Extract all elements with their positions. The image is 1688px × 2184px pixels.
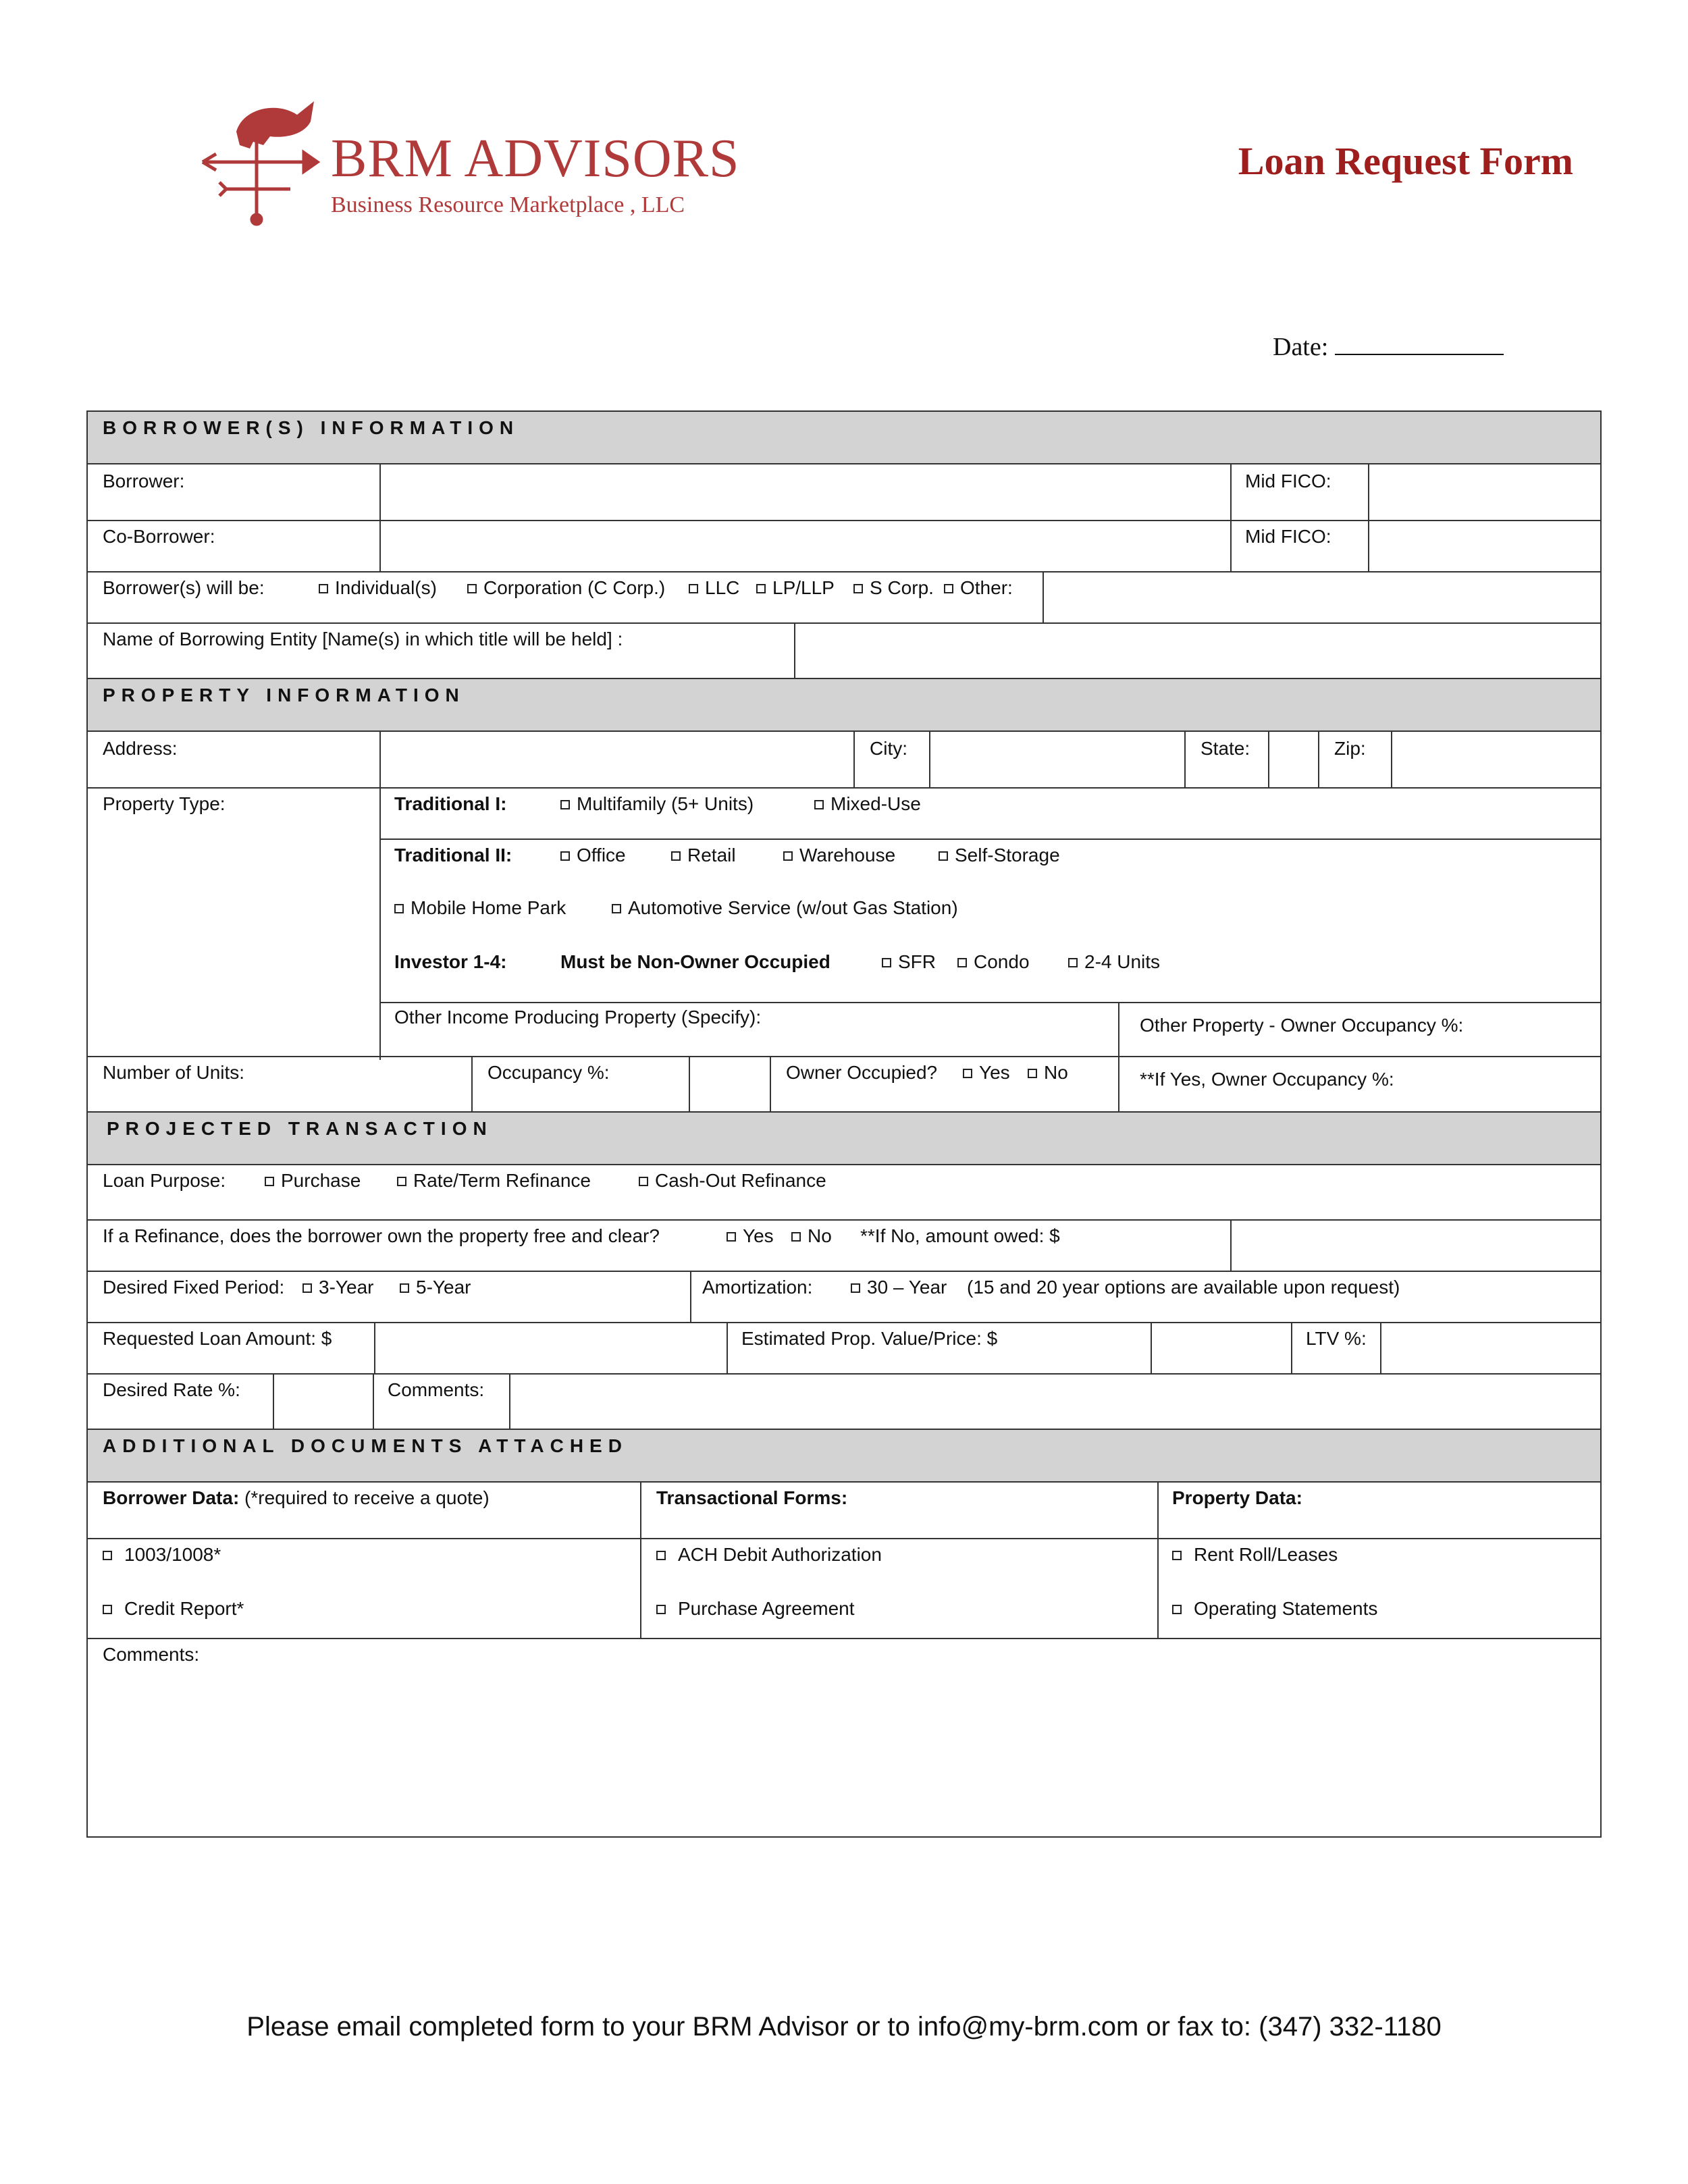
borrower-data-heading: Borrower Data: (*required to receive a quote) xyxy=(103,1487,490,1508)
est-value-input[interactable] xyxy=(1152,1323,1291,1373)
checkbox-icon xyxy=(560,851,570,861)
option-mobile-home-park[interactable]: Mobile Home Park xyxy=(394,897,566,920)
mid-fico-label: Mid FICO: xyxy=(1245,471,1331,491)
option-2-4-units[interactable]: 2-4 Units xyxy=(1068,951,1160,974)
checkbox-icon xyxy=(944,584,953,593)
option-sfr[interactable]: SFR xyxy=(882,951,936,974)
option-condo[interactable]: Condo xyxy=(957,951,1030,974)
zip-label: Zip: xyxy=(1334,738,1366,759)
coborrower-mid-fico-label: Mid FICO: xyxy=(1245,526,1331,547)
entity-option-llc[interactable]: LLC xyxy=(689,577,739,600)
property-type-label: Property Type: xyxy=(103,793,226,814)
entity-option-lp-llp[interactable]: LP/LLP xyxy=(756,577,835,600)
checkbox-icon xyxy=(319,584,328,593)
checkbox-icon xyxy=(1172,1605,1182,1614)
weathervane-bull-icon xyxy=(196,95,331,230)
checkbox-icon xyxy=(963,1069,972,1078)
refi-question: If a Refinance, does the borrower own the property free and clear? xyxy=(103,1225,660,1246)
investor-note: Must be Non-Owner Occupied xyxy=(560,951,830,972)
entity-option-s-corp[interactable]: S Corp. xyxy=(853,577,934,600)
units-label: Number of Units: xyxy=(103,1062,245,1083)
entity-option-corporation[interactable]: Corporation (C Corp.) xyxy=(467,577,665,600)
brand-name: BRM ADVISORS xyxy=(331,129,740,188)
checkbox-icon xyxy=(467,584,477,593)
checkbox-icon xyxy=(671,851,681,861)
section-header-documents: ADDITIONAL DOCUMENTS ATTACHED xyxy=(88,1429,1600,1483)
property-data-heading: Property Data: xyxy=(1172,1487,1302,1508)
checkbox-icon xyxy=(689,584,698,593)
checkbox-icon xyxy=(612,904,621,913)
doc-purchase-agreement[interactable]: Purchase Agreement xyxy=(656,1597,855,1620)
investor-label: Investor 1-4: xyxy=(394,951,507,972)
loan-purpose-label: Loan Purpose: xyxy=(103,1170,226,1191)
traditional-2-label: Traditional II: xyxy=(394,845,512,865)
loan-request-form xyxy=(86,410,1602,1838)
borrower-will-be-label: Borrower(s) will be: xyxy=(103,577,265,598)
checkbox-icon xyxy=(851,1283,860,1293)
borrower-input[interactable] xyxy=(381,466,1317,520)
amortization-label: Amortization: xyxy=(702,1277,813,1298)
transactional-forms-heading: Transactional Forms: xyxy=(656,1487,848,1508)
option-multifamily[interactable]: Multifamily (5+ Units) xyxy=(560,793,754,816)
city-input[interactable] xyxy=(930,733,1183,787)
checkbox-icon xyxy=(397,1177,406,1186)
checkbox-icon xyxy=(756,584,766,593)
checkbox-icon xyxy=(791,1232,801,1242)
checkbox-icon xyxy=(302,1283,312,1293)
zip-input[interactable] xyxy=(1392,733,1602,787)
desired-rate-label: Desired Rate %: xyxy=(103,1379,240,1400)
est-value-label: Estimated Prop. Value/Price: $ xyxy=(741,1328,998,1349)
checkbox-icon xyxy=(103,1605,112,1614)
checkbox-icon xyxy=(783,851,793,861)
footer-instructions: Please email completed form to your BRM Advisor or to info@my-brm.com or fax to: (347) 332-1180 xyxy=(246,2012,1442,2042)
transaction-comments-input[interactable] xyxy=(510,1375,1602,1429)
checkbox-icon xyxy=(1068,958,1078,967)
owner-occupied-yes[interactable]: Yes xyxy=(963,1061,1010,1084)
option-office[interactable]: Office xyxy=(560,844,626,867)
traditional-1-label: Traditional I: xyxy=(394,793,507,814)
address-label: Address: xyxy=(103,738,178,759)
doc-1003-1008[interactable]: 1003/1008* xyxy=(103,1543,221,1566)
checkbox-icon xyxy=(639,1177,648,1186)
owner-occupied-label: Owner Occupied? xyxy=(786,1062,938,1083)
occupancy-input[interactable] xyxy=(690,1057,770,1111)
form-title: Loan Request Form xyxy=(1238,139,1573,183)
checkbox-icon xyxy=(400,1283,409,1293)
checkbox-icon xyxy=(265,1177,274,1186)
entity-name-input[interactable] xyxy=(795,624,1602,678)
checkbox-icon xyxy=(656,1605,666,1614)
option-retail[interactable]: Retail xyxy=(671,844,736,867)
desired-rate-input[interactable] xyxy=(274,1375,373,1429)
coborrower-label: Co-Borrower: xyxy=(103,526,215,547)
option-self-storage[interactable]: Self-Storage xyxy=(939,844,1060,867)
other-property-label: Other Property - Owner Occupancy %: xyxy=(1140,1015,1464,1036)
documents-comments-input[interactable] xyxy=(89,1672,1599,1834)
address-input[interactable] xyxy=(381,733,852,787)
loan-amount-label: Requested Loan Amount: $ xyxy=(103,1328,332,1349)
checkbox-icon xyxy=(882,958,891,967)
amortization-note: (15 and 20 year options are available upon request) xyxy=(967,1277,1400,1298)
checkbox-icon xyxy=(853,584,863,593)
checkbox-icon xyxy=(1172,1551,1182,1560)
entity-other-input[interactable] xyxy=(1044,572,1602,622)
date-field[interactable] xyxy=(1273,332,1504,362)
entity-option-individual[interactable]: Individual(s) xyxy=(319,577,437,600)
checkbox-icon xyxy=(103,1551,112,1560)
documents-comments-label: Comments: xyxy=(103,1644,200,1665)
fixed-period-label: Desired Fixed Period: xyxy=(103,1277,285,1298)
state-input[interactable] xyxy=(1269,733,1317,787)
borrower-label: Borrower: xyxy=(103,471,185,491)
brand-logo xyxy=(196,95,740,230)
date-input-line[interactable] xyxy=(1335,334,1504,355)
doc-operating-statements[interactable]: Operating Statements xyxy=(1172,1597,1377,1620)
other-income-input[interactable] xyxy=(381,1033,1117,1056)
state-label: State: xyxy=(1201,738,1250,759)
coborrower-mid-fico-input[interactable] xyxy=(1369,521,1602,571)
entity-option-other[interactable]: Other: xyxy=(944,577,1013,600)
refi-owed-input[interactable] xyxy=(1232,1221,1602,1271)
coborrower-input[interactable] xyxy=(381,521,1229,571)
doc-credit-report[interactable]: Credit Report* xyxy=(103,1597,244,1620)
checkbox-icon xyxy=(1028,1069,1037,1078)
doc-rent-roll[interactable]: Rent Roll/Leases xyxy=(1172,1543,1338,1566)
purpose-option-rate-term[interactable]: Rate/Term Refinance xyxy=(397,1169,591,1192)
section-header-property: PROPERTY INFORMATION xyxy=(88,678,1600,732)
refi-owed-label: **If No, amount owed: $ xyxy=(860,1225,1060,1246)
refi-option-no[interactable]: No xyxy=(791,1225,832,1248)
checkbox-icon xyxy=(560,800,570,809)
option-warehouse[interactable]: Warehouse xyxy=(783,844,895,867)
purpose-option-purchase[interactable]: Purchase xyxy=(265,1169,361,1192)
if-yes-occupancy-label: **If Yes, Owner Occupancy %: xyxy=(1140,1069,1394,1090)
ltv-label: LTV %: xyxy=(1306,1328,1367,1349)
fixed-option-3-year[interactable]: 3-Year xyxy=(302,1276,373,1299)
units-input[interactable] xyxy=(381,1057,471,1111)
transaction-comments-label: Comments: xyxy=(388,1379,485,1400)
checkbox-icon xyxy=(394,904,404,913)
brand-subtitle: Business Resource Marketplace , LLC xyxy=(331,192,685,217)
entity-name-label: Name of Borrowing Entity [Name(s) in which title will be held] : xyxy=(103,629,623,649)
city-label: City: xyxy=(870,738,907,759)
option-automotive-service[interactable]: Automotive Service (w/out Gas Station) xyxy=(612,897,958,920)
occupancy-label: Occupancy %: xyxy=(487,1062,610,1083)
date-label: Date: xyxy=(1273,333,1329,361)
ltv-input[interactable] xyxy=(1381,1323,1602,1373)
loan-amount-input[interactable] xyxy=(375,1323,727,1373)
purpose-option-cash-out[interactable]: Cash-Out Refinance xyxy=(639,1169,826,1192)
checkbox-icon xyxy=(656,1551,666,1560)
checkbox-icon xyxy=(727,1232,736,1242)
checkbox-icon xyxy=(939,851,948,861)
doc-ach-debit[interactable]: ACH Debit Authorization xyxy=(656,1543,882,1566)
other-income-label: Other Income Producing Property (Specify): xyxy=(394,1007,762,1028)
fixed-option-5-year[interactable]: 5-Year xyxy=(400,1276,471,1299)
section-header-borrower: BORROWER(S) INFORMATION xyxy=(88,410,1600,464)
checkbox-icon xyxy=(957,958,967,967)
mid-fico-input[interactable] xyxy=(1369,466,1602,520)
refi-option-yes[interactable]: Yes xyxy=(727,1225,774,1248)
checkbox-icon xyxy=(814,800,824,809)
section-header-transaction: PROJECTED TRANSACTION xyxy=(88,1111,1600,1165)
option-mixed-use[interactable]: Mixed-Use xyxy=(814,793,921,816)
owner-occupied-no[interactable]: No xyxy=(1028,1061,1068,1084)
amortization-option-30-year[interactable]: 30 – Year xyxy=(851,1276,947,1299)
